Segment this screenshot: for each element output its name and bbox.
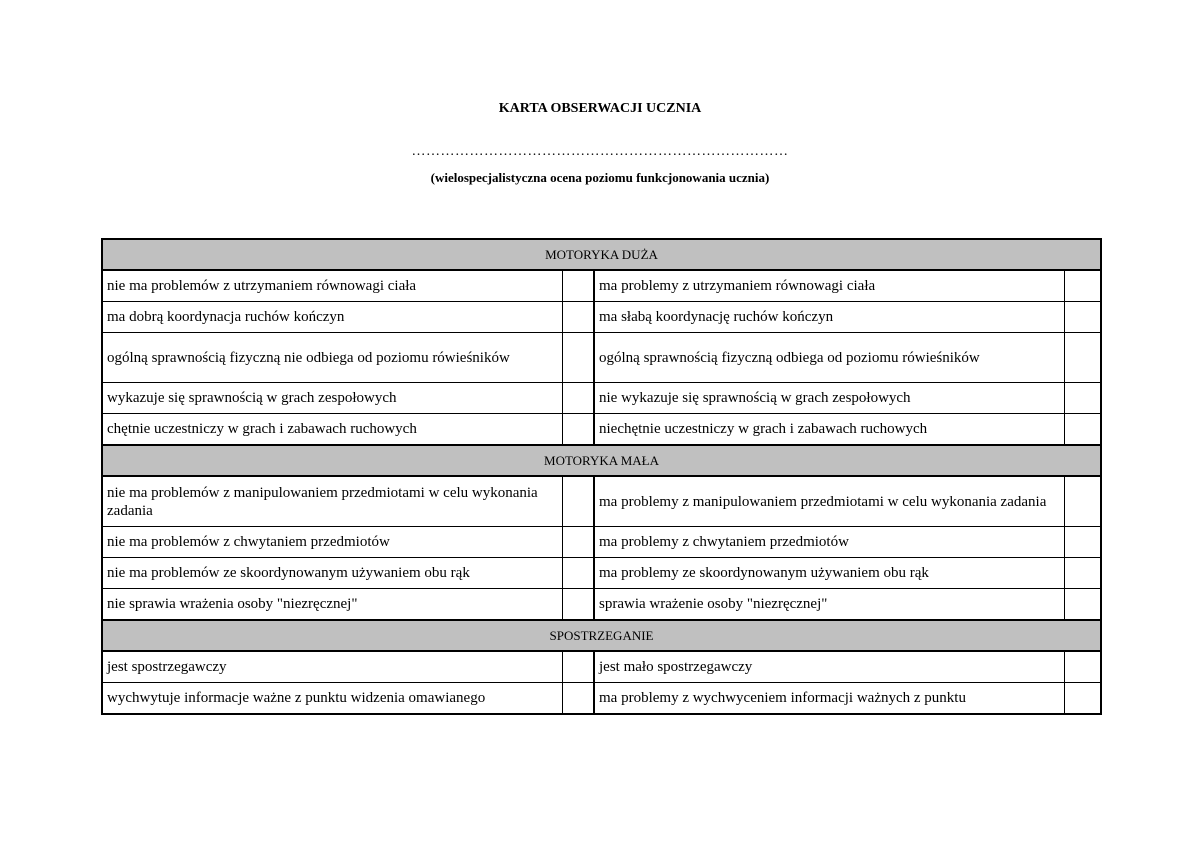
negative-trait-cell: ma problemy z chwytaniem przedmiotów [594,527,1064,558]
section-header-row [102,239,1101,270]
positive-trait-cell: chętnie uczestniczy w grach i zabawach ruchowych [102,414,562,446]
negative-trait-cell: ma problemy ze skoordynowanym używaniem obu rąk [594,558,1064,589]
table-row [102,302,1101,333]
negative-checkbox-cell[interactable] [1064,302,1101,333]
positive-checkbox-cell[interactable] [562,383,594,414]
table-row [102,414,1101,446]
table-row [102,527,1101,558]
table-row [102,558,1101,589]
negative-checkbox-cell[interactable] [1064,383,1101,414]
table-row [102,270,1101,302]
document-subtitle: (wielospecjalistyczna ocena poziomu funkcjonowania ucznia) [430,170,770,185]
positive-trait-cell: wykazuje się sprawnością w grach zespołowych [102,383,562,414]
negative-trait-cell: nie wykazuje się sprawnością w grach zespołowych [594,383,1064,414]
positive-checkbox-cell[interactable] [562,414,594,446]
positive-trait-cell: nie ma problemów ze skoordynowanym używaniem obu rąk [102,558,562,589]
positive-checkbox-cell[interactable] [562,333,594,383]
table-row [102,683,1101,715]
table-row [102,476,1101,527]
negative-checkbox-cell[interactable] [1064,270,1101,302]
negative-checkbox-cell[interactable] [1064,476,1101,527]
positive-trait-cell: nie ma problemów z manipulowaniem przedmiotami w celu wykonania zadania [102,476,562,527]
section-heading: MOTORYKA DUŻA [102,239,1101,270]
student-name-placeholder: …………………………………………………………………… [411,144,789,159]
section-header-row [102,445,1101,476]
negative-trait-cell: sprawia wrażenie osoby "niezręcznej" [594,589,1064,621]
positive-trait-cell: ma dobrą koordynacja ruchów kończyn [102,302,562,333]
positive-checkbox-cell[interactable] [562,683,594,715]
positive-checkbox-cell[interactable] [562,651,594,683]
negative-trait-cell: jest mało spostrzegawczy [594,651,1064,683]
positive-checkbox-cell[interactable] [562,589,594,621]
negative-checkbox-cell[interactable] [1064,527,1101,558]
positive-trait-cell: nie ma problemów z utrzymaniem równowagi ciała [102,270,562,302]
positive-checkbox-cell[interactable] [562,476,594,527]
section-heading: MOTORYKA MAŁA [102,445,1101,476]
positive-checkbox-cell[interactable] [562,527,594,558]
negative-trait-cell: ma problemy z manipulowaniem przedmiotami w celu wykonania zadania [594,476,1064,527]
negative-trait-cell: ma problemy z wychwyceniem informacji ważnych z punktu [594,683,1064,715]
positive-trait-cell: nie sprawia wrażenia osoby "niezręcznej" [102,589,562,621]
negative-checkbox-cell[interactable] [1064,683,1101,715]
negative-checkbox-cell[interactable] [1064,414,1101,446]
negative-checkbox-cell[interactable] [1064,333,1101,383]
positive-checkbox-cell[interactable] [562,558,594,589]
table-row [102,589,1101,621]
negative-checkbox-cell[interactable] [1064,558,1101,589]
negative-trait-cell: ma słabą koordynację ruchów kończyn [594,302,1064,333]
table-row [102,383,1101,414]
table-row [102,651,1101,683]
negative-trait-cell: ogólną sprawnością fizyczną odbiega od poziomu rówieśników [594,333,1064,383]
negative-checkbox-cell[interactable] [1064,589,1101,621]
table-row [102,333,1101,383]
negative-checkbox-cell[interactable] [1064,651,1101,683]
negative-trait-cell: niechętnie uczestniczy w grach i zabawach ruchowych [594,414,1064,446]
positive-checkbox-cell[interactable] [562,270,594,302]
negative-trait-cell: ma problemy z utrzymaniem równowagi ciała [594,270,1064,302]
positive-trait-cell: nie ma problemów z chwytaniem przedmiotów [102,527,562,558]
observation-table [101,238,1102,715]
section-heading: SPOSTRZEGANIE [102,620,1101,651]
section-header-row [102,620,1101,651]
document-title: KARTA OBSERWACJI UCZNIA [498,101,702,116]
positive-trait-cell: wychwytuje informacje ważne z punktu widzenia omawianego [102,683,562,715]
positive-checkbox-cell[interactable] [562,302,594,333]
positive-trait-cell: jest spostrzegawczy [102,651,562,683]
positive-trait-cell: ogólną sprawnością fizyczną nie odbiega od poziomu rówieśników [102,333,562,383]
